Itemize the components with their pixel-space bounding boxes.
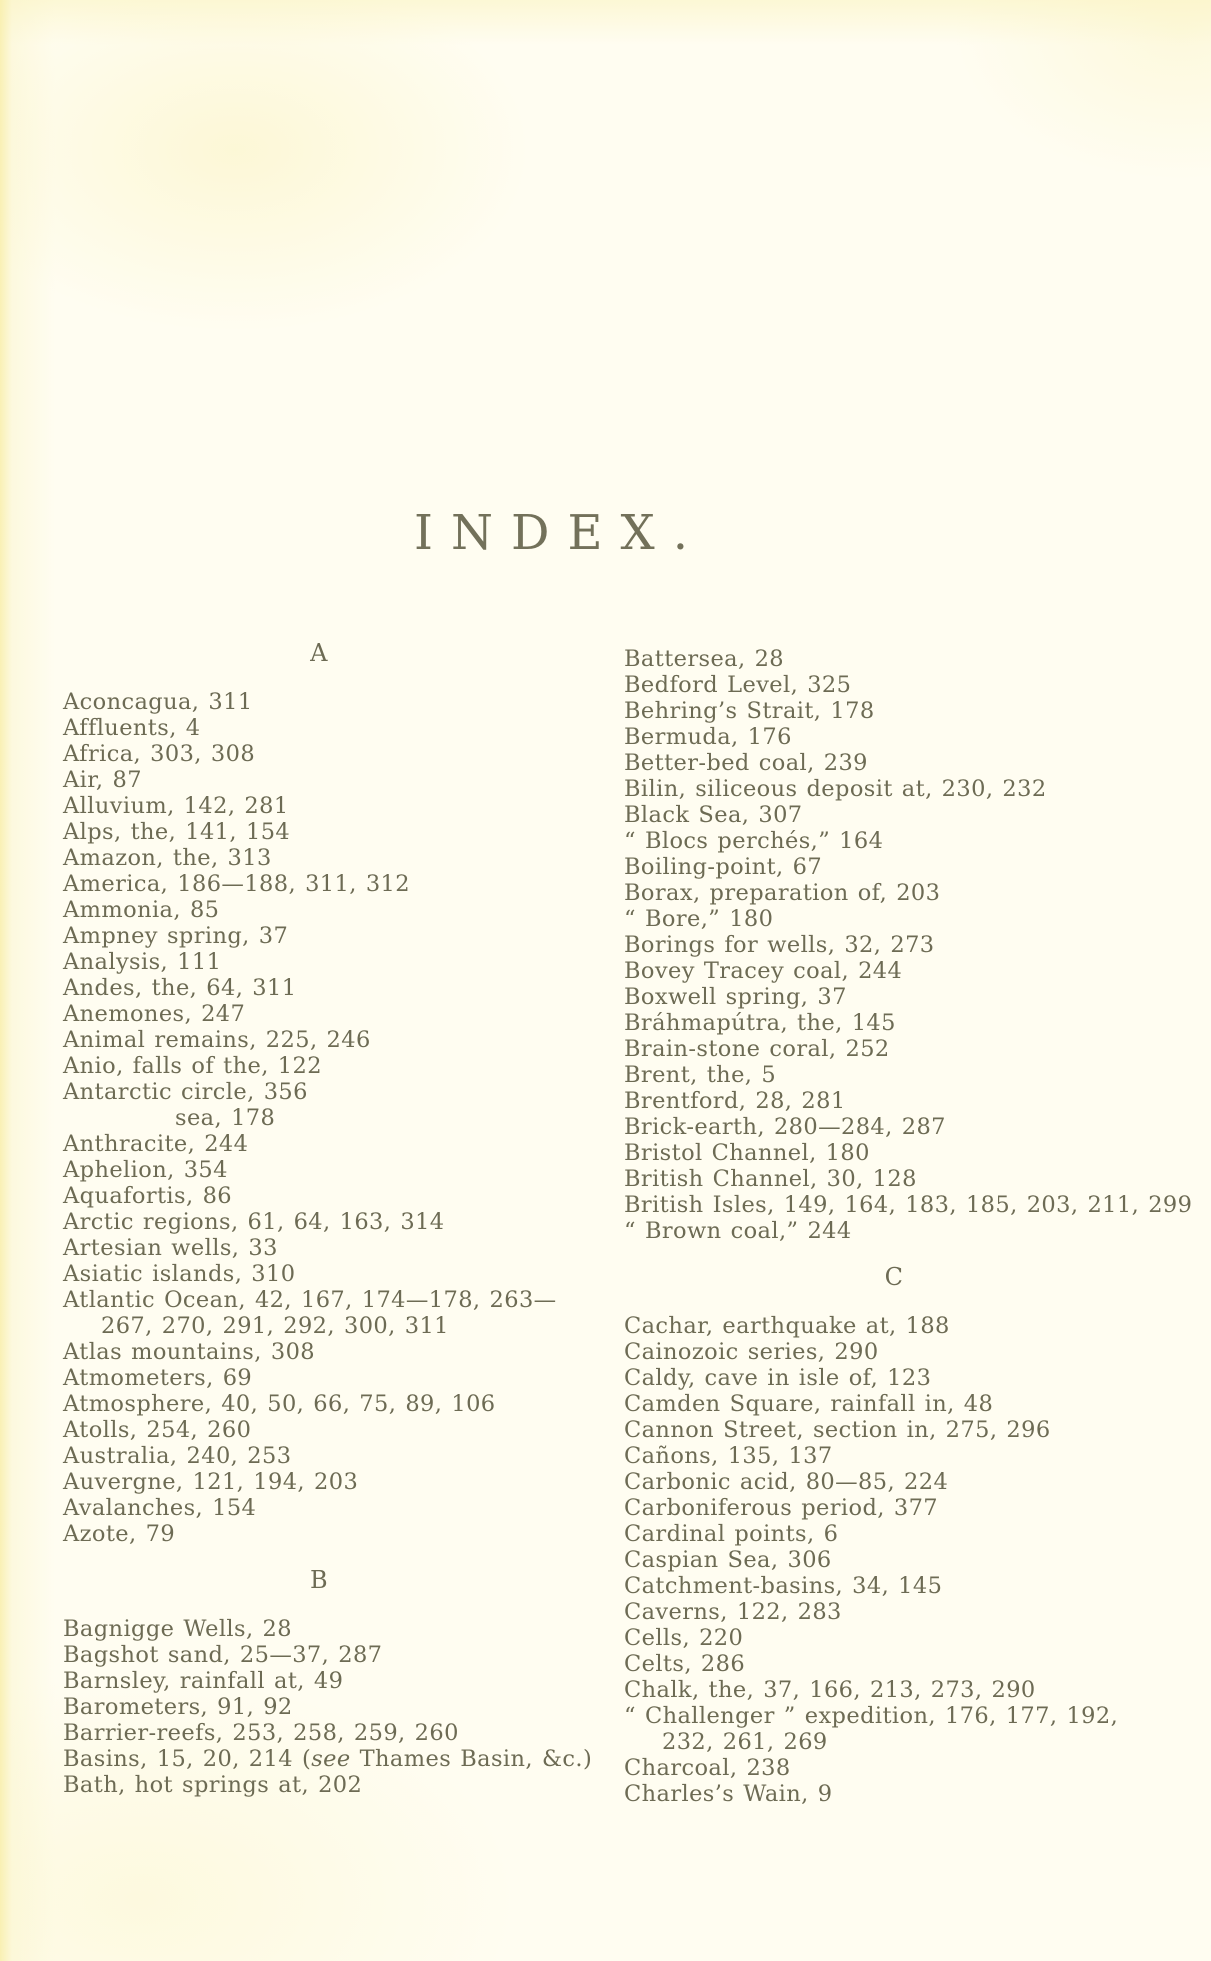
index-entry: Bagnigge Wells, 28 xyxy=(63,1616,292,1642)
index-entry: Cainozoic series, 290 xyxy=(624,1339,879,1365)
index-entry: Brentford, 28, 281 xyxy=(624,1088,846,1114)
index-entry: Animal remains, 225, 246 xyxy=(63,1027,371,1053)
section-heading: B xyxy=(309,1566,329,1594)
index-entry: Bagshot sand, 25—37, 287 xyxy=(63,1642,383,1668)
index-entry: Cachar, earthquake at, 188 xyxy=(624,1313,950,1339)
index-entry: “ Brown coal,” 244 xyxy=(624,1218,852,1244)
index-entry: Air, 87 xyxy=(63,767,142,793)
index-entry: Brent, the, 5 xyxy=(624,1062,777,1088)
index-entry: Cardinal points, 6 xyxy=(624,1521,839,1547)
index-entry: Arctic regions, 61, 64, 163, 314 xyxy=(63,1209,445,1235)
index-entry: Alps, the, 141, 154 xyxy=(63,819,291,845)
index-entry: “ Challenger ” expedition, 176, 177, 192, xyxy=(624,1703,1119,1729)
index-entry: Caverns, 122, 283 xyxy=(624,1599,842,1625)
page-title: INDEX. xyxy=(414,505,706,561)
index-entry: Battersea, 28 xyxy=(624,646,785,672)
index-column-right xyxy=(624,640,1193,1807)
index-entry: Ammonia, 85 xyxy=(63,897,220,923)
index-entry: Barrier-reefs, 253, 258, 259, 260 xyxy=(63,1720,459,1746)
index-entry: Anio, falls of the, 122 xyxy=(63,1053,322,1079)
index-entry: 267, 270, 291, 292, 300, 311 xyxy=(101,1313,449,1339)
index-entry: Aconcagua, 311 xyxy=(63,689,253,715)
index-entry: Brick-earth, 280—284, 287 xyxy=(624,1114,946,1140)
index-entry: Bermuda, 176 xyxy=(624,724,792,750)
index-entry: Carbonic acid, 80—85, 224 xyxy=(624,1469,949,1495)
index-entry: Australia, 240, 253 xyxy=(63,1443,292,1469)
index-entry: Black Sea, 307 xyxy=(624,802,803,828)
index-entry: “ Bore,” 180 xyxy=(624,906,774,932)
index-entry: Charcoal, 238 xyxy=(624,1755,791,1781)
index-entry: Barnsley, rainfall at, 49 xyxy=(63,1668,344,1694)
index-entry: Catchment-basins, 34, 145 xyxy=(624,1573,943,1599)
index-entry: Borax, preparation of, 203 xyxy=(624,880,941,906)
index-entry: Ampney spring, 37 xyxy=(63,923,289,949)
index-entry: Caspian Sea, 306 xyxy=(624,1547,832,1573)
index-entry: Andes, the, 64, 311 xyxy=(63,975,297,1001)
index-entry: Brain-stone coral, 252 xyxy=(624,1036,890,1062)
index-entry: British Isles, 149, 164, 183, 185, 203, 211, 299 xyxy=(624,1192,1193,1218)
index-entry: Atlas mountains, 308 xyxy=(63,1339,316,1365)
index-entry: Atmometers, 69 xyxy=(63,1365,253,1391)
index-entry: Boiling-point, 67 xyxy=(624,854,823,880)
index-entry: Cannon Street, section in, 275, 296 xyxy=(624,1417,1051,1443)
index-entry: Africa, 303, 308 xyxy=(63,741,256,767)
index-entry: Charles’s Wain, 9 xyxy=(624,1781,833,1807)
index-entry: Atmosphere, 40, 50, 66, 75, 89, 106 xyxy=(63,1391,496,1417)
index-entry: Aquafortis, 86 xyxy=(63,1183,233,1209)
index-entry: Bedford Level, 325 xyxy=(624,672,852,698)
index-entry: British Channel, 30, 128 xyxy=(624,1166,917,1192)
index-entry: Aphelion, 354 xyxy=(63,1157,228,1183)
index-entry: sea, 178 xyxy=(175,1105,276,1131)
index-entry: Better-bed coal, 239 xyxy=(624,750,868,776)
index-entry: Asiatic islands, 310 xyxy=(63,1261,296,1287)
index-entry: Auvergne, 121, 194, 203 xyxy=(63,1469,359,1495)
index-entry: Barometers, 91, 92 xyxy=(63,1694,293,1720)
index-entry: Bovey Tracey coal, 244 xyxy=(624,958,903,984)
index-entry: Amazon, the, 313 xyxy=(63,845,272,871)
index-entry: Anthracite, 244 xyxy=(63,1131,249,1157)
index-entry: Atolls, 254, 260 xyxy=(63,1417,252,1443)
index-column-left xyxy=(63,639,593,1798)
index-entry: America, 186—188, 311, 312 xyxy=(63,871,410,897)
section-heading: C xyxy=(884,1263,904,1291)
index-entry: Antarctic circle, 356 xyxy=(63,1079,308,1105)
index-entry: Bristol Channel, 180 xyxy=(624,1140,870,1166)
index-entry: Behring’s Strait, 178 xyxy=(624,698,875,724)
index-entry: Chalk, the, 37, 166, 213, 273, 290 xyxy=(624,1677,1036,1703)
index-entry: Cañons, 135, 137 xyxy=(624,1443,833,1469)
index-entry: Bath, hot springs at, 202 xyxy=(63,1772,363,1798)
index-entry: Bilin, siliceous deposit at, 230, 232 xyxy=(624,776,1047,802)
index-entry: Avalanches, 154 xyxy=(63,1495,257,1521)
index-entry: 232, 261, 269 xyxy=(662,1729,828,1755)
index-entry: Azote, 79 xyxy=(63,1521,176,1547)
index-entry: Cells, 220 xyxy=(624,1625,744,1651)
index-entry: Anemones, 247 xyxy=(63,1001,246,1027)
index-entry: Camden Square, rainfall in, 48 xyxy=(624,1391,994,1417)
index-entry: Carboniferous period, 377 xyxy=(624,1495,939,1521)
index-entry: Artesian wells, 33 xyxy=(63,1235,278,1261)
index-entry: “ Blocs perchés,” 164 xyxy=(624,828,884,854)
index-entry: Basins, 15, 20, 214 (see Thames Basin, &c.) xyxy=(63,1746,593,1772)
index-entry: Celts, 286 xyxy=(624,1651,746,1677)
index-entry: Affluents, 4 xyxy=(63,715,201,741)
index-entry: Borings for wells, 32, 273 xyxy=(624,932,935,958)
index-entry: Alluvium, 142, 281 xyxy=(63,793,289,819)
section-heading: A xyxy=(310,639,328,667)
index-entry: Caldy, cave in isle of, 123 xyxy=(624,1365,932,1391)
index-entry: Analysis, 111 xyxy=(63,949,222,975)
index-entry: Bráhmapútra, the, 145 xyxy=(624,1010,896,1036)
index-entry: Atlantic Ocean, 42, 167, 174—178, 263— xyxy=(63,1287,557,1313)
index-entry: Boxwell spring, 37 xyxy=(624,984,847,1010)
